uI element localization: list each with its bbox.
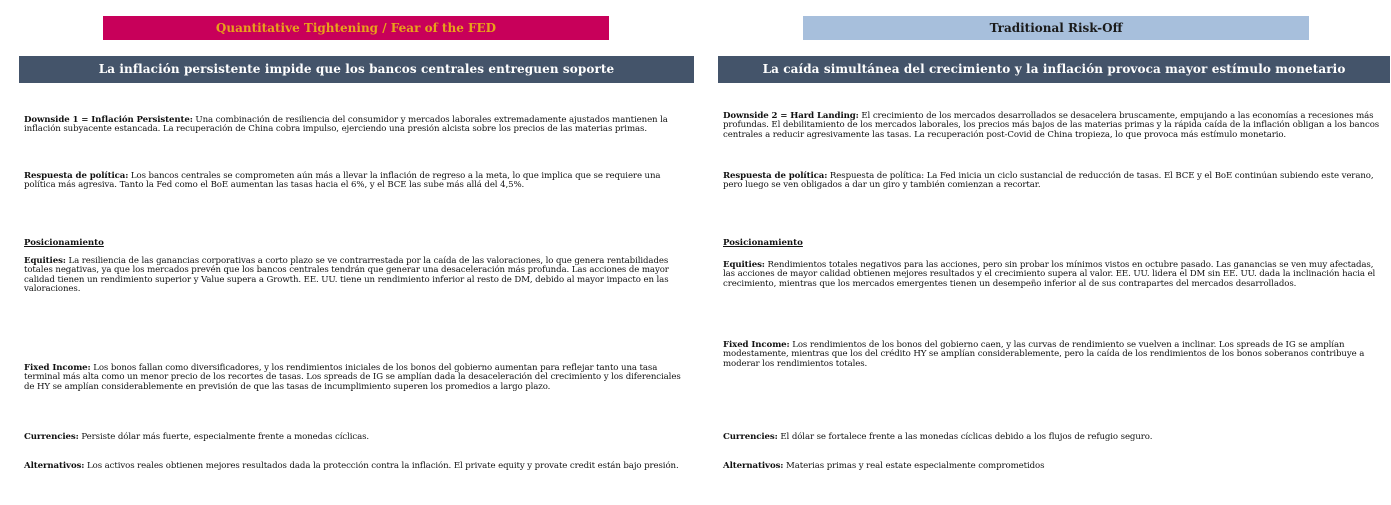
left-policy-text: Los bancos centrales se comprometen aún más a llevar la inflación de regreso a la meta, lo que implica que se requiere una política más agresiva. Tanto la Fed como el BoE aumentan las tasas hacia el 6%, y el BCE las sube más allá del 4,5%. <box>24 171 661 191</box>
right-downside-text: El crecimiento de los mercados desarrollados se desacelera bruscamente, empujando a las economías a recesiones más profundas. El debilitamiento de los mercados laborales, los precios más bajos de las materias primas y la rápida caída de la inflación obligan a los bancos centrales a reducir agresivamente las tasas. La recuperación post-Covid de China tropieza, lo que provoca más estímulo monetario. <box>723 111 1380 140</box>
left-fixed-income-paragraph <box>24 364 692 392</box>
left-currencies-paragraph <box>24 433 692 442</box>
left-downside-label: Downside 1 = Inflación Persistente: <box>24 115 193 125</box>
right-currencies-label: Currencies: <box>723 432 778 442</box>
left-currencies-text: Persiste dólar más fuerte, especialmente frente a monedas cíclicas. <box>78 432 370 442</box>
left-equities-label: Equities: <box>24 256 66 266</box>
left-equities-paragraph <box>24 257 692 295</box>
left-alternatives-paragraph <box>24 462 692 471</box>
left-positioning-heading: Posicionamiento <box>24 238 104 248</box>
left-currencies-label: Currencies: <box>24 432 79 442</box>
right-equities-text: Rendimientos totales negativos para las acciones, pero sin probar los mínimos vistos en octubre pasado. Las ganancias se ven muy afectadas, las acciones de mayor calidad obtienen mejores resultados y el crecimiento supera al valor. EE. UU. lidera el DM sin EE. UU. dada la inclinación hacia el crecimiento, mientras que los mercados emergentes tienen un desempeño inferior al de sus contrapartes del mercados desarrollados. <box>723 260 1376 289</box>
right-equities-paragraph <box>723 261 1385 289</box>
right-policy-paragraph <box>723 172 1385 191</box>
left-fixed-income-text: Los bonos fallan como diversificadores, y los rendimientos iniciales de los bonos del gobierno aumentan para reflejar tanto una tasa terminal más alta como un menor precio de los recortes de tasas. Los spreads de IG se amplían dada la desaceleración del crecimiento y los diferenciales de HY se amplían considerablemente en previsión de que las tasas de incumplimiento superen los promedios a largo plazo. <box>24 363 681 392</box>
right-currencies-paragraph <box>723 433 1385 442</box>
left-alternatives-text: Los activos reales obtienen mejores resultados dada la protección contra la inflación. El private equity y provate credit están bajo presión. <box>84 461 679 471</box>
left-fixed-income-label: Fixed Income: <box>24 363 91 373</box>
left-policy-label: Respuesta de política: <box>24 171 129 181</box>
left-downside-paragraph <box>24 116 692 135</box>
right-alternatives-paragraph <box>723 462 1385 471</box>
right-currencies-text: El dólar se fortalece frente a las monedas cíclicas debido a los flujos de refugio seguro. <box>777 432 1153 442</box>
left-banner: La inflación persistente impide que los bancos centrales entreguen soporte <box>19 56 694 83</box>
right-fixed-income-paragraph <box>723 341 1385 369</box>
right-equities-label: Equities: <box>723 260 765 270</box>
right-scenario-title: Traditional Risk-Off <box>803 16 1309 40</box>
left-equities-text: La resiliencia de las ganancias corporativas a corto plazo se ve contrarrestada por la caída de las valoraciones, lo que genera rentabilidades totales negativas, ya que los mercados prevén que los bancos centrales tendrán que generar una desaceleración más profunda. Las acciones de mayor calidad tienen un rendimiento superior y Value supera a Growth. EE. UU. tiene un rendimiento inferior al resto de DM, debido al mayor impacto en las valoraciones. <box>24 256 669 295</box>
left-scenario-title: Quantitative Tightening / Fear of the FED <box>103 16 609 40</box>
right-downside-label: Downside 2 = Hard Landing: <box>723 111 859 121</box>
right-banner: La caída simultánea del crecimiento y la inflación provoca mayor estímulo monetario <box>718 56 1390 83</box>
right-fixed-income-label: Fixed Income: <box>723 340 790 350</box>
left-alternatives-label: Alternativos: <box>24 461 85 471</box>
right-downside-paragraph <box>723 112 1385 140</box>
right-alternatives-label: Alternativos: <box>723 461 784 471</box>
right-policy-text: Respuesta de política: La Fed inicia un ciclo sustancial de reducción de tasas. El BCE y el BoE continúan subiendo este verano, pero luego se ven obligados a dar un giro y también comienzan a recortar. <box>723 171 1374 191</box>
right-fixed-income-text: Los rendimientos de los bonos del gobierno caen, y las curvas de rendimiento se vuelven a inclinar. Los spreads de IG se amplían modestamente, mientras que los del crédito HY se amplían considerablemente, pero la caída de los rendimientos de los bonos soberanos contribuye a moderar los rendimientos totales. <box>723 340 1365 369</box>
right-positioning-heading: Posicionamiento <box>723 238 803 248</box>
left-policy-paragraph <box>24 172 692 191</box>
left-downside-text: Una combinación de resiliencia del consumidor y mercados laborales extremadamente ajustados mantienen la inflación subyacente estancada. La recuperación de China cobra impulso, ejerciendo una presión alcista sobre los precios de las materias primas. <box>24 115 668 135</box>
right-policy-label: Respuesta de política: <box>723 171 828 181</box>
right-alternatives-text: Materias primas y real estate especialmente comprometidos <box>783 461 1045 471</box>
